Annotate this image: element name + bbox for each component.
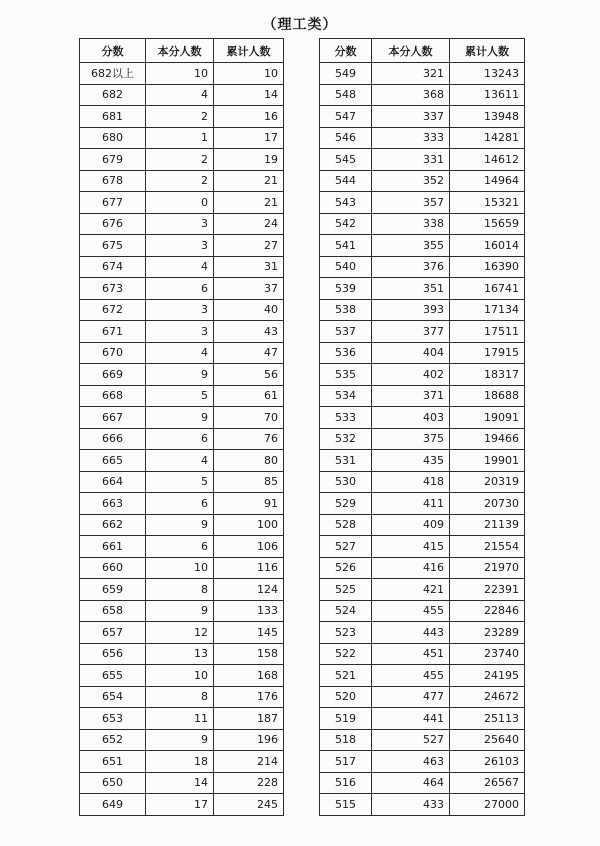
table-row	[80, 686, 284, 708]
cell-cumulative: 14964	[450, 170, 525, 192]
table-row	[80, 708, 284, 730]
cell-count: 321	[372, 63, 450, 85]
cell-score: 674	[80, 256, 146, 278]
table-row	[80, 385, 284, 407]
cell-cumulative: 24195	[450, 665, 525, 687]
cell-count: 435	[372, 450, 450, 472]
table-row	[320, 428, 525, 450]
cell-count: 6	[146, 278, 214, 300]
table-row	[80, 772, 284, 794]
table-row	[80, 557, 284, 579]
cell-cumulative: 80	[214, 450, 284, 472]
cell-count: 9	[146, 407, 214, 429]
cell-cumulative: 18317	[450, 364, 525, 386]
header-count: 本分人数	[146, 39, 214, 63]
cell-cumulative: 18688	[450, 385, 525, 407]
table-row	[320, 256, 525, 278]
cell-score: 515	[320, 794, 372, 816]
cell-score: 659	[80, 579, 146, 601]
table-row	[80, 278, 284, 300]
cell-score: 532	[320, 428, 372, 450]
cell-count: 2	[146, 106, 214, 128]
cell-score: 667	[80, 407, 146, 429]
cell-count: 0	[146, 192, 214, 214]
table-row	[80, 149, 284, 171]
cell-cumulative: 14281	[450, 127, 525, 149]
cell-score: 664	[80, 471, 146, 493]
cell-count: 8	[146, 686, 214, 708]
cell-score: 651	[80, 751, 146, 773]
cell-score: 535	[320, 364, 372, 386]
table-row	[80, 63, 284, 85]
table-row	[80, 364, 284, 386]
cell-cumulative: 15321	[450, 192, 525, 214]
table-row	[80, 450, 284, 472]
table-row	[320, 84, 525, 106]
cell-count: 371	[372, 385, 450, 407]
cell-count: 337	[372, 106, 450, 128]
cell-cumulative: 25113	[450, 708, 525, 730]
cell-count: 4	[146, 342, 214, 364]
table-row	[80, 106, 284, 128]
score-table-left-body	[80, 63, 284, 816]
cell-score: 526	[320, 557, 372, 579]
header-row	[320, 39, 525, 63]
cell-score: 529	[320, 493, 372, 515]
cell-cumulative: 106	[214, 536, 284, 558]
cell-cumulative: 176	[214, 686, 284, 708]
cell-cumulative: 21970	[450, 557, 525, 579]
cell-score: 673	[80, 278, 146, 300]
cell-cumulative: 133	[214, 600, 284, 622]
cell-count: 10	[146, 665, 214, 687]
cell-cumulative: 145	[214, 622, 284, 644]
table-row	[320, 794, 525, 816]
table-row	[320, 321, 525, 343]
cell-count: 404	[372, 342, 450, 364]
cell-score: 675	[80, 235, 146, 257]
cell-count: 14	[146, 772, 214, 794]
cell-score: 678	[80, 170, 146, 192]
cell-count: 376	[372, 256, 450, 278]
cell-score: 654	[80, 686, 146, 708]
cell-score: 518	[320, 729, 372, 751]
cell-cumulative: 21139	[450, 514, 525, 536]
cell-cumulative: 17915	[450, 342, 525, 364]
table-row	[80, 643, 284, 665]
cell-count: 411	[372, 493, 450, 515]
cell-count: 409	[372, 514, 450, 536]
cell-cumulative: 214	[214, 751, 284, 773]
cell-cumulative: 56	[214, 364, 284, 386]
cell-cumulative: 37	[214, 278, 284, 300]
cell-count: 377	[372, 321, 450, 343]
cell-cumulative: 70	[214, 407, 284, 429]
table-row	[320, 665, 525, 687]
table-row	[320, 213, 525, 235]
header-count: 本分人数	[372, 39, 450, 63]
cell-count: 9	[146, 729, 214, 751]
table-row	[80, 407, 284, 429]
cell-score: 681	[80, 106, 146, 128]
cell-cumulative: 23740	[450, 643, 525, 665]
cell-cumulative: 13611	[450, 84, 525, 106]
table-row	[320, 278, 525, 300]
cell-cumulative: 76	[214, 428, 284, 450]
cell-score: 525	[320, 579, 372, 601]
cell-score: 523	[320, 622, 372, 644]
header-row	[80, 39, 284, 63]
cell-score: 517	[320, 751, 372, 773]
cell-score: 521	[320, 665, 372, 687]
cell-count: 11	[146, 708, 214, 730]
table-row	[320, 149, 525, 171]
cell-cumulative: 196	[214, 729, 284, 751]
cell-score: 548	[320, 84, 372, 106]
cell-cumulative: 21	[214, 170, 284, 192]
cell-cumulative: 26103	[450, 751, 525, 773]
cell-score: 536	[320, 342, 372, 364]
cell-score: 655	[80, 665, 146, 687]
cell-cumulative: 21	[214, 192, 284, 214]
cell-cumulative: 19466	[450, 428, 525, 450]
table-row	[80, 729, 284, 751]
cell-count: 9	[146, 514, 214, 536]
cell-count: 4	[146, 450, 214, 472]
cell-count: 355	[372, 235, 450, 257]
table-row	[320, 407, 525, 429]
table-row	[80, 493, 284, 515]
cell-cumulative: 14	[214, 84, 284, 106]
cell-cumulative: 24	[214, 213, 284, 235]
table-row	[80, 321, 284, 343]
cell-score: 530	[320, 471, 372, 493]
table-row	[80, 622, 284, 644]
cell-count: 3	[146, 235, 214, 257]
cell-cumulative: 17134	[450, 299, 525, 321]
cell-score: 670	[80, 342, 146, 364]
cell-cumulative: 16	[214, 106, 284, 128]
score-table-left	[79, 38, 284, 816]
table-row	[320, 622, 525, 644]
cell-score: 669	[80, 364, 146, 386]
cell-score: 679	[80, 149, 146, 171]
cell-score: 653	[80, 708, 146, 730]
table-row	[320, 471, 525, 493]
cell-count: 402	[372, 364, 450, 386]
cell-count: 3	[146, 321, 214, 343]
cell-score: 665	[80, 450, 146, 472]
cell-cumulative: 22846	[450, 600, 525, 622]
cell-count: 357	[372, 192, 450, 214]
table-row	[80, 794, 284, 816]
page-title: （理工类）	[262, 17, 338, 33]
table-row	[80, 84, 284, 106]
table-row	[80, 751, 284, 773]
table-row	[80, 170, 284, 192]
table-row	[320, 385, 525, 407]
cell-score: 682以上	[80, 63, 146, 85]
cell-cumulative: 245	[214, 794, 284, 816]
cell-score: 519	[320, 708, 372, 730]
cell-count: 10	[146, 63, 214, 85]
cell-cumulative: 168	[214, 665, 284, 687]
cell-count: 2	[146, 170, 214, 192]
table-row	[80, 665, 284, 687]
cell-cumulative: 19901	[450, 450, 525, 472]
cell-score: 544	[320, 170, 372, 192]
table-row	[320, 686, 525, 708]
cell-cumulative: 187	[214, 708, 284, 730]
cell-score: 650	[80, 772, 146, 794]
cell-cumulative: 17	[214, 127, 284, 149]
cell-count: 3	[146, 299, 214, 321]
cell-cumulative: 124	[214, 579, 284, 601]
cell-count: 6	[146, 493, 214, 515]
table-row	[320, 536, 525, 558]
table-row	[80, 256, 284, 278]
cell-score: 541	[320, 235, 372, 257]
table-row	[320, 299, 525, 321]
cell-score: 666	[80, 428, 146, 450]
table-row	[80, 428, 284, 450]
table-row	[80, 514, 284, 536]
table-row	[320, 450, 525, 472]
table-row	[320, 643, 525, 665]
cell-score: 652	[80, 729, 146, 751]
cell-score: 524	[320, 600, 372, 622]
table-row	[80, 579, 284, 601]
cell-cumulative: 158	[214, 643, 284, 665]
cell-score: 528	[320, 514, 372, 536]
cell-score: 547	[320, 106, 372, 128]
table-row	[80, 127, 284, 149]
cell-count: 464	[372, 772, 450, 794]
cell-count: 6	[146, 536, 214, 558]
header-cumulative: 累计人数	[450, 39, 525, 63]
table-row	[320, 729, 525, 751]
cell-count: 451	[372, 643, 450, 665]
cell-cumulative: 24672	[450, 686, 525, 708]
cell-score: 527	[320, 536, 372, 558]
cell-count: 393	[372, 299, 450, 321]
cell-count: 403	[372, 407, 450, 429]
cell-cumulative: 13243	[450, 63, 525, 85]
cell-count: 463	[372, 751, 450, 773]
cell-count: 415	[372, 536, 450, 558]
table-row	[320, 192, 525, 214]
cell-cumulative: 43	[214, 321, 284, 343]
cell-cumulative: 61	[214, 385, 284, 407]
cell-score: 538	[320, 299, 372, 321]
cell-cumulative: 40	[214, 299, 284, 321]
table-row	[320, 127, 525, 149]
cell-count: 5	[146, 385, 214, 407]
cell-score: 542	[320, 213, 372, 235]
cell-count: 421	[372, 579, 450, 601]
cell-cumulative: 116	[214, 557, 284, 579]
cell-count: 5	[146, 471, 214, 493]
cell-score: 676	[80, 213, 146, 235]
cell-count: 17	[146, 794, 214, 816]
cell-score: 677	[80, 192, 146, 214]
table-row	[320, 557, 525, 579]
cell-count: 338	[372, 213, 450, 235]
table-row	[320, 751, 525, 773]
table-row	[320, 342, 525, 364]
cell-score: 661	[80, 536, 146, 558]
cell-score: 671	[80, 321, 146, 343]
cell-count: 416	[372, 557, 450, 579]
cell-cumulative: 14612	[450, 149, 525, 171]
cell-count: 375	[372, 428, 450, 450]
cell-count: 10	[146, 557, 214, 579]
cell-count: 477	[372, 686, 450, 708]
cell-count: 3	[146, 213, 214, 235]
cell-count: 9	[146, 600, 214, 622]
cell-score: 545	[320, 149, 372, 171]
cell-count: 352	[372, 170, 450, 192]
cell-score: 658	[80, 600, 146, 622]
cell-count: 1	[146, 127, 214, 149]
cell-count: 443	[372, 622, 450, 644]
cell-score: 649	[80, 794, 146, 816]
table-row	[80, 342, 284, 364]
table-row	[320, 579, 525, 601]
cell-score: 668	[80, 385, 146, 407]
table-row	[320, 364, 525, 386]
cell-score: 546	[320, 127, 372, 149]
table-row	[80, 192, 284, 214]
cell-cumulative: 19	[214, 149, 284, 171]
table-row	[320, 106, 525, 128]
cell-cumulative: 17511	[450, 321, 525, 343]
header-score: 分数	[80, 39, 146, 63]
cell-score: 522	[320, 643, 372, 665]
cell-cumulative: 31	[214, 256, 284, 278]
cell-count: 455	[372, 665, 450, 687]
cell-cumulative: 100	[214, 514, 284, 536]
table-row	[80, 213, 284, 235]
cell-score: 516	[320, 772, 372, 794]
cell-score: 539	[320, 278, 372, 300]
cell-count: 8	[146, 579, 214, 601]
cell-score: 543	[320, 192, 372, 214]
cell-count: 4	[146, 84, 214, 106]
table-row	[320, 708, 525, 730]
table-row	[80, 600, 284, 622]
cell-score: 663	[80, 493, 146, 515]
cell-score: 540	[320, 256, 372, 278]
table-row	[80, 536, 284, 558]
cell-cumulative: 85	[214, 471, 284, 493]
table-row	[320, 772, 525, 794]
table-row	[80, 471, 284, 493]
cell-score: 680	[80, 127, 146, 149]
cell-cumulative: 20730	[450, 493, 525, 515]
cell-cumulative: 91	[214, 493, 284, 515]
cell-count: 333	[372, 127, 450, 149]
cell-cumulative: 27000	[450, 794, 525, 816]
score-table-right-body	[320, 63, 525, 816]
cell-count: 433	[372, 794, 450, 816]
cell-count: 441	[372, 708, 450, 730]
cell-cumulative: 15659	[450, 213, 525, 235]
cell-count: 4	[146, 256, 214, 278]
cell-cumulative: 16741	[450, 278, 525, 300]
cell-count: 6	[146, 428, 214, 450]
cell-count: 331	[372, 149, 450, 171]
cell-cumulative: 27	[214, 235, 284, 257]
table-row	[320, 235, 525, 257]
cell-score: 657	[80, 622, 146, 644]
cell-score: 537	[320, 321, 372, 343]
cell-score: 534	[320, 385, 372, 407]
cell-score: 660	[80, 557, 146, 579]
cell-count: 455	[372, 600, 450, 622]
cell-count: 13	[146, 643, 214, 665]
cell-count: 9	[146, 364, 214, 386]
cell-cumulative: 25640	[450, 729, 525, 751]
cell-count: 527	[372, 729, 450, 751]
score-table-right	[319, 38, 525, 816]
cell-score: 533	[320, 407, 372, 429]
cell-cumulative: 16014	[450, 235, 525, 257]
cell-count: 351	[372, 278, 450, 300]
cell-score: 520	[320, 686, 372, 708]
cell-cumulative: 22391	[450, 579, 525, 601]
cell-cumulative: 21554	[450, 536, 525, 558]
header-cumulative: 累计人数	[214, 39, 284, 63]
table-row	[80, 235, 284, 257]
cell-score: 662	[80, 514, 146, 536]
table-row	[320, 600, 525, 622]
cell-score: 531	[320, 450, 372, 472]
cell-cumulative: 228	[214, 772, 284, 794]
cell-cumulative: 10	[214, 63, 284, 85]
cell-cumulative: 20319	[450, 471, 525, 493]
cell-cumulative: 19091	[450, 407, 525, 429]
header-score: 分数	[320, 39, 372, 63]
table-row	[320, 514, 525, 536]
cell-count: 18	[146, 751, 214, 773]
cell-score: 682	[80, 84, 146, 106]
cell-cumulative: 47	[214, 342, 284, 364]
cell-count: 368	[372, 84, 450, 106]
table-row	[80, 299, 284, 321]
cell-count: 418	[372, 471, 450, 493]
cell-score: 672	[80, 299, 146, 321]
table-row	[320, 493, 525, 515]
cell-cumulative: 23289	[450, 622, 525, 644]
cell-cumulative: 16390	[450, 256, 525, 278]
table-row	[320, 63, 525, 85]
table-row	[320, 170, 525, 192]
cell-count: 2	[146, 149, 214, 171]
cell-count: 12	[146, 622, 214, 644]
cell-cumulative: 13948	[450, 106, 525, 128]
cell-cumulative: 26567	[450, 772, 525, 794]
cell-score: 656	[80, 643, 146, 665]
cell-score: 549	[320, 63, 372, 85]
